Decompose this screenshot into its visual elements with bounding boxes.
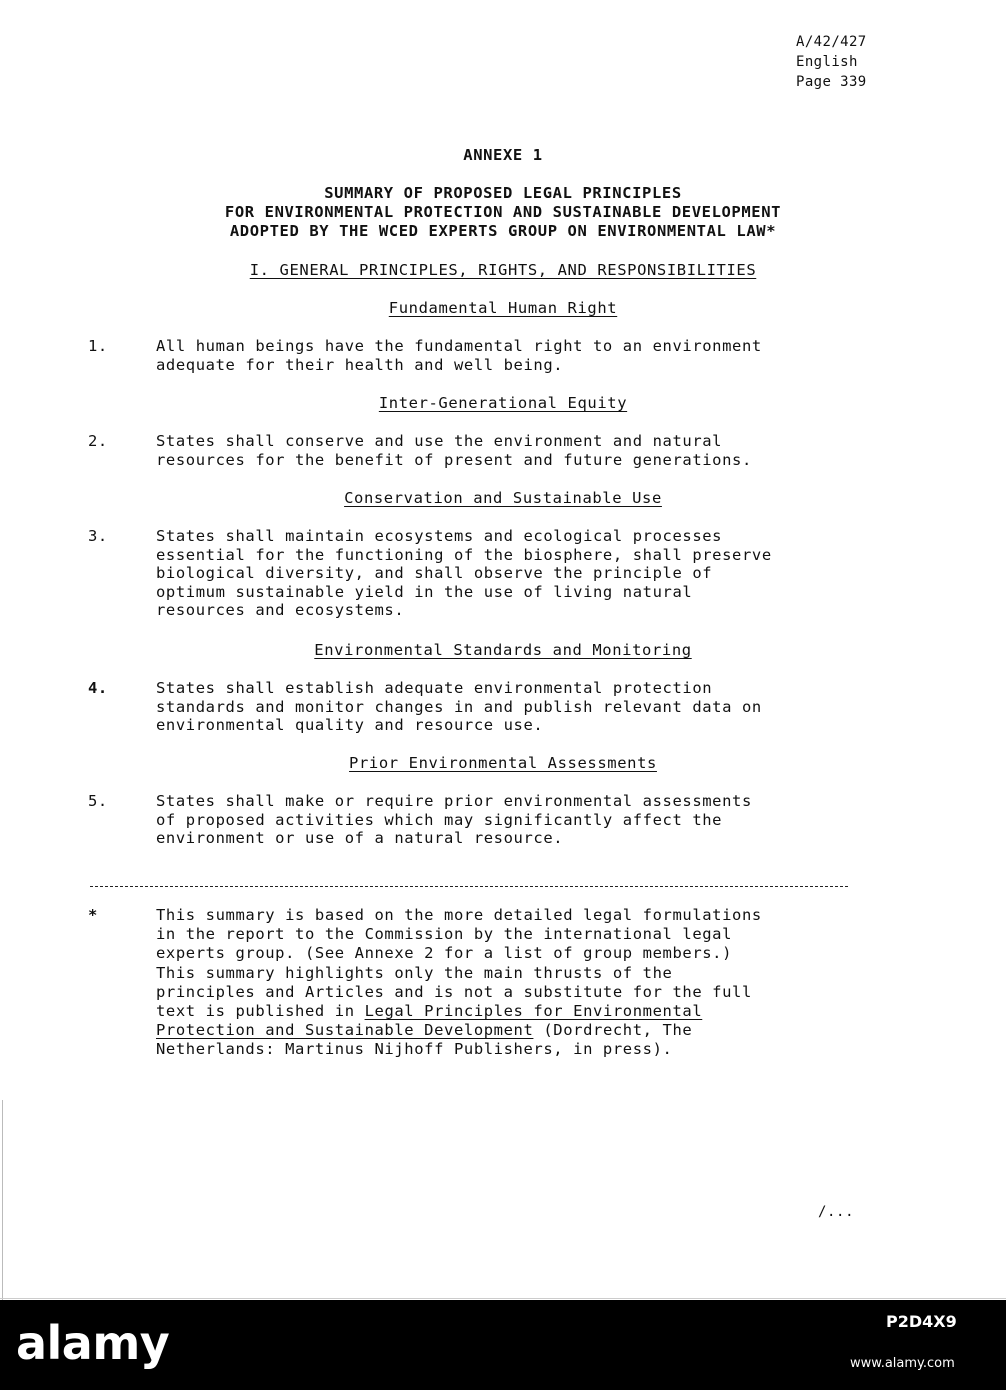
footer-divider xyxy=(0,1298,1006,1299)
footnote-asterisk: * xyxy=(88,906,98,924)
principle-1-heading: Fundamental Human Right xyxy=(388,299,618,317)
book-title-part-1: Legal Principles for Environmental xyxy=(364,1002,703,1021)
image-id: P2D4X9 xyxy=(886,1312,957,1331)
footnote-line-8: Netherlands: Martinus Nijhoff Publishers, in press). xyxy=(156,1040,673,1059)
footnote-line-2: in the report to the Commission by the international legal xyxy=(156,925,733,944)
document-symbol: A/42/427 xyxy=(796,34,867,50)
summary-title-line-2: FOR ENVIRONMENTAL PROTECTION AND SUSTAINABLE DEVELOPMENT xyxy=(224,203,782,221)
document-language: English xyxy=(796,54,858,70)
section-heading: I. GENERAL PRINCIPLES, RIGHTS, AND RESPONSIBILITIES xyxy=(249,261,757,279)
principle-4-number: 4. xyxy=(88,679,108,697)
principle-2-text: States shall conserve and use the environment and natural resources for the benefit of present and future generations. xyxy=(156,432,752,469)
alamy-logo: alamy xyxy=(16,1316,170,1370)
footnote-line-4: This summary highlights only the main thrusts of the xyxy=(156,963,673,982)
summary-title-line-1: SUMMARY OF PROPOSED LEGAL PRINCIPLES xyxy=(324,184,682,202)
annex-title: ANNEXE 1 xyxy=(463,146,543,164)
footnote-line-7: (Dordrecht, The xyxy=(533,1021,693,1040)
footnote-line-5: principles and Articles and is not a substitute for the full xyxy=(156,982,752,1001)
footnote-separator xyxy=(90,886,848,887)
principle-2-number: 2. xyxy=(88,432,108,450)
principle-5-heading: Prior Environmental Assessments xyxy=(349,754,657,772)
footer-url: www.alamy.com xyxy=(850,1356,955,1371)
principle-4-text: States shall establish adequate environmental protection standards and monitor changes in and publish relevant data on environmental quality and resource use. xyxy=(156,679,762,734)
document-reference xyxy=(796,32,867,92)
principle-5-number: 5. xyxy=(88,792,108,810)
principle-1-number: 1. xyxy=(88,337,108,355)
footnote-line-3: experts group. (See Annexe 2 for a list of group members.) xyxy=(156,944,733,963)
footnote-text xyxy=(156,906,896,1060)
footnote-line-6: text is published in xyxy=(156,1002,365,1021)
page-number: Page 339 xyxy=(796,74,867,90)
page-edge-shadow xyxy=(2,1100,3,1300)
book-title-part-2: Protection and Sustainable Development xyxy=(156,1021,534,1040)
summary-title-line-3: ADOPTED BY THE WCED EXPERTS GROUP ON ENVIRONMENTAL LAW* xyxy=(229,222,777,240)
principle-5-text: States shall make or require prior environmental assessments of proposed activities which may significantly affect the environment or use of a natural resource. xyxy=(156,792,752,847)
principle-3-number: 3. xyxy=(88,527,108,545)
principle-3-text: States shall maintain ecosystems and ecological processes essential for the functioning of the biosphere, shall preserve biological diversity, and shall observe the principle of optimum sustainable yield in the use of living natural resources and ecosystems. xyxy=(156,527,772,619)
principle-1-text: All human beings have the fundamental right to an environment adequate for their health and well being. xyxy=(156,337,762,374)
principle-2-heading: Inter-Generational Equity xyxy=(378,394,628,412)
principle-3-heading: Conservation and Sustainable Use xyxy=(344,489,662,507)
principle-4-heading: Environmental Standards and Monitoring xyxy=(314,641,692,659)
footnote-line-1: This summary is based on the more detailed legal formulations xyxy=(156,906,762,924)
continuation-mark: /... xyxy=(818,1204,855,1220)
